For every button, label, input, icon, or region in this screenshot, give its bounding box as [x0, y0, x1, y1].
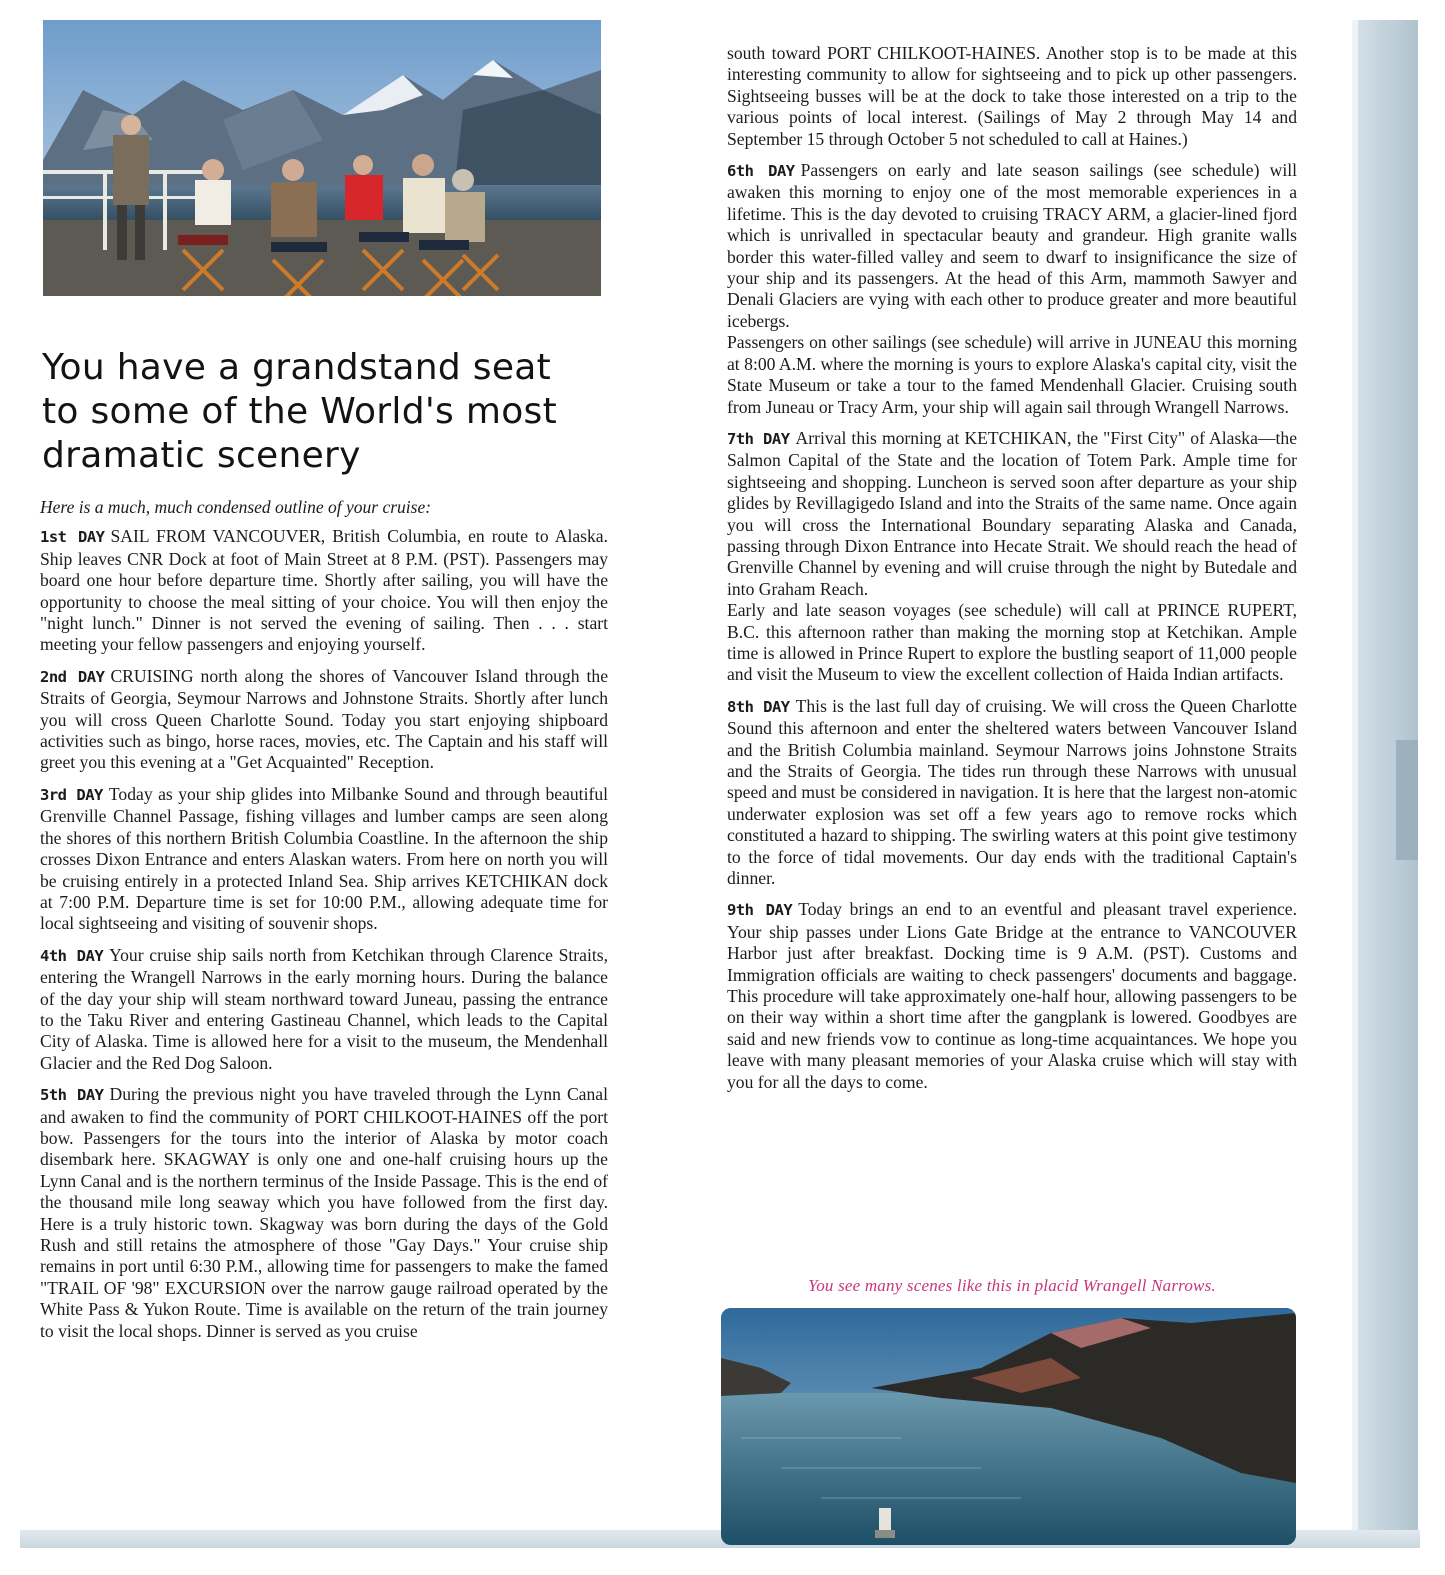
deck-scene-illustration	[43, 20, 601, 296]
day-5-label: 5th DAY	[40, 1086, 104, 1105]
day-6-label: 6th DAY	[727, 162, 795, 181]
day-7-text-alt: Early and late season voyages (see schedule) will call at PRINCE RUPERT, B.C. this afternoon rather than making the morning stop at Ketchikan. Ample time is allowed in Prince Rupert to explore the bustling seaport of 11,000 people and visit the Museum to view the excellent collection of Haida Indian artifacts.	[727, 600, 1297, 685]
day-3-label: 3rd DAY	[40, 785, 103, 804]
day-6-text: Passengers on early and late season sailings (see schedule) will awaken this morning to enjoy one of the most memorable experiences in a lifetime. This is the day devoted to cruising TRACY ARM, a glacier-lined fjord which is unrivalled in spectacular beauty and grandeur. High granite walls border this water-filled valley and seem to dwarf to insignificance the size of your ship and its passengers. At the head of this Arm, mammoth Sawyer and Denali Glaciers are vying with each other to produce greater and more beautiful icebergs.	[727, 160, 1297, 331]
day-3-entry	[40, 784, 608, 935]
day-9-text: Today brings an end to an eventful and pleasant travel experience. Your ship passes under Lions Gate Bridge at the entrance to VANCOUVER Harbor just after breakfast. Docking time is 9 A.M. (PST). Customs and Immigration officials are waiting to check passengers' documents and baggage. This procedure will take approximately one-half hour, allowing passengers to be on their way within a short time after the gangplank is lowered. Goodbyes are said and new friends vow to continue as long-time acquaintances. We hope you leave with many pleasant memories of your Alaska cruise which will stay with you for all the days to come.	[727, 899, 1298, 1092]
headline-line-1: You have a grandstand seat	[42, 347, 552, 388]
photo-caption: You see many scenes like this in placid Wrangell Narrows.	[808, 1276, 1216, 1295]
day-8-text: This is the last full day of cruising. We will cross the Queen Charlotte Sound this afternoon and enter the sheltered waters between Vancouver Island and the British Columbia mainland. Seymour Narrows joins Johnstone Straits and the Straits of Georgia. The tides run through these Narrows with unusual speed and must be considered in navigation. It is here that the largest non-atomic underwater explosion was set off a few years ago to remove rocks which constituted a hazard to shipping. The swirling waters at this point give testimony to the force of tidal movements. Our day ends with the traditional Captain's dinner.	[727, 695, 1297, 889]
intro-text: Here is a much, much condensed outline of your cruise:	[40, 497, 432, 517]
day-4-label: 4th DAY	[40, 946, 104, 965]
right-column	[727, 43, 1297, 1103]
day-2-text: CRUISING north along the shores of Vancouver Island through the Straits of Georgia, Seymour Narrows and Johnstone Straits. Shortly after lunch you will cross Queen Charlotte Sound. Today you start enjoying shipboard activities such as bingo, horse races, movies, etc. The Captain and his staff will greet you this evening at a "Get Acquainted" Reception.	[40, 665, 609, 773]
day-6-text-alt: Passengers on other sailings (see schedule) will arrive in JUNEAU this morning at 8:00 A.M. where the morning is yours to explore Alaska's capital city, visit the State Museum or take a tour to the famed Mendenhall Glacier. Cruising south from Juneau or Tracy Arm, your ship will again sail through Wrangell Narrows.	[727, 332, 1297, 417]
day-4-text: Your cruise ship sails north from Ketchikan through Clarence Straits, entering the Wrangell Narrows in the early morning hours. During the balance of the day your ship will steam northward toward Juneau, passing the entrance to the Taku River and entering Gastineau Channel, which leads to the Capital City of Alaska. Time is allowed here for a visit to the museum, the Mendenhall Glacier and the Red Dog Saloon.	[40, 944, 608, 1073]
day-7-entry	[727, 428, 1297, 686]
page-edge-shade	[1352, 20, 1358, 1530]
day-5-entry	[40, 1084, 608, 1342]
day-9-entry	[727, 899, 1297, 1093]
passengers-on-deck-photo	[43, 20, 601, 296]
day-3-text: Today as your ship glides into Milbanke Sound and through beautiful Grenville Channel Passage, fishing villages and lumber camps are seen along the shores of this northern British Columbia Coastline. In the afternoon the ship crosses Dixon Entrance and enters Alaskan waters. From here on north you will be cruising entirely in a protected Inland Sea. Ship arrives KETCHIKAN dock at 7:00 P.M. Departure time is set for 10:00 P.M., allowing adequate time for local sightseeing and visiting of souvenir shops.	[40, 783, 609, 934]
left-column	[40, 497, 608, 1352]
day-7-text: Arrival this morning at KETCHIKAN, the "First City" of Alaska—the Salmon Capital of the State and the location of Totem Park. Ample time for sightseeing and shopping. Luncheon is served soon after departure as your ship glides by Revillagigedo Island and into the Straits of the same name. Once again you will cross the International Boundary separating Alaska and Canada, passing through Dixon Entrance into Hecate Strait. We should reach the head of Grenville Channel by evening and will cruise through the night by Butedale and into Graham Reach.	[727, 427, 1298, 599]
day-6-entry	[727, 160, 1297, 418]
page-headline	[42, 346, 622, 478]
page-edge-tab	[1396, 740, 1418, 860]
day-1-text: SAIL FROM VANCOUVER, British Columbia, en route to Alaska. Ship leaves CNR Dock at foot of Main Street at 8 P.M. (PST). Passengers may board one hour before departure time. Shortly after sailing, you will have the opportunity to choose the meal sitting of your choice. You will then enjoy the "night lunch." Dinner is not served the evening of sailing. Then . . . start meeting your fellow passengers and enjoying yourself.	[40, 526, 609, 655]
day-7-label: 7th DAY	[727, 429, 790, 448]
day-4-entry	[40, 945, 608, 1074]
day-8-entry	[727, 696, 1297, 890]
headline-line-2: to some of the World's most	[42, 391, 558, 432]
day-8-label: 8th DAY	[727, 697, 790, 716]
headline-line-3: dramatic scenery	[42, 435, 361, 476]
page-edge-right	[1352, 20, 1418, 1530]
day-2-entry	[40, 666, 608, 774]
day-1-label: 1st DAY	[40, 528, 105, 547]
day-5-text: During the previous night you have traveled through the Lynn Canal and awaken to find the community of PORT CHILKOOT-HAINES off the port bow. Passengers for the tours into the interior of Alaska by motor coach disembark here. SKAGWAY is only one and one-half cruising hours up the Lynn Canal and is the northern terminus of the Inside Passage. This is the end of the thousand mile long seaway which you have followed from the first day. Here is a truly historic town. Skagway was born during the days of the Gold Rush and still retains the atmosphere of those "Gay Days." Your cruise ship remains in port until 6:30 P.M., allowing time for passengers to make the famed "TRAIL OF '98" EXCURSION over the narrow gauge railroad operated by the White Pass & Yukon Route. Time is available on the return of the train journey to visit the local shops. Dinner is served as you cruise	[40, 1084, 608, 1341]
narrows-scene-illustration	[721, 1308, 1296, 1545]
day-5-continuation: south toward PORT CHILKOOT-HAINES. Another stop is to be made at this interesting community to allow for sightseeing and to pick up other passengers. Sightseeing busses will be at the dock to take those interested on a trip to the various points of local interest. (Sailings of May 2 through May 14 and September 15 through October 5 not scheduled to call at Haines.)	[727, 43, 1297, 149]
day-1-entry	[40, 526, 608, 655]
day-2-label: 2nd DAY	[40, 667, 105, 686]
wrangell-narrows-photo	[721, 1308, 1296, 1545]
day-9-label: 9th DAY	[727, 901, 793, 920]
